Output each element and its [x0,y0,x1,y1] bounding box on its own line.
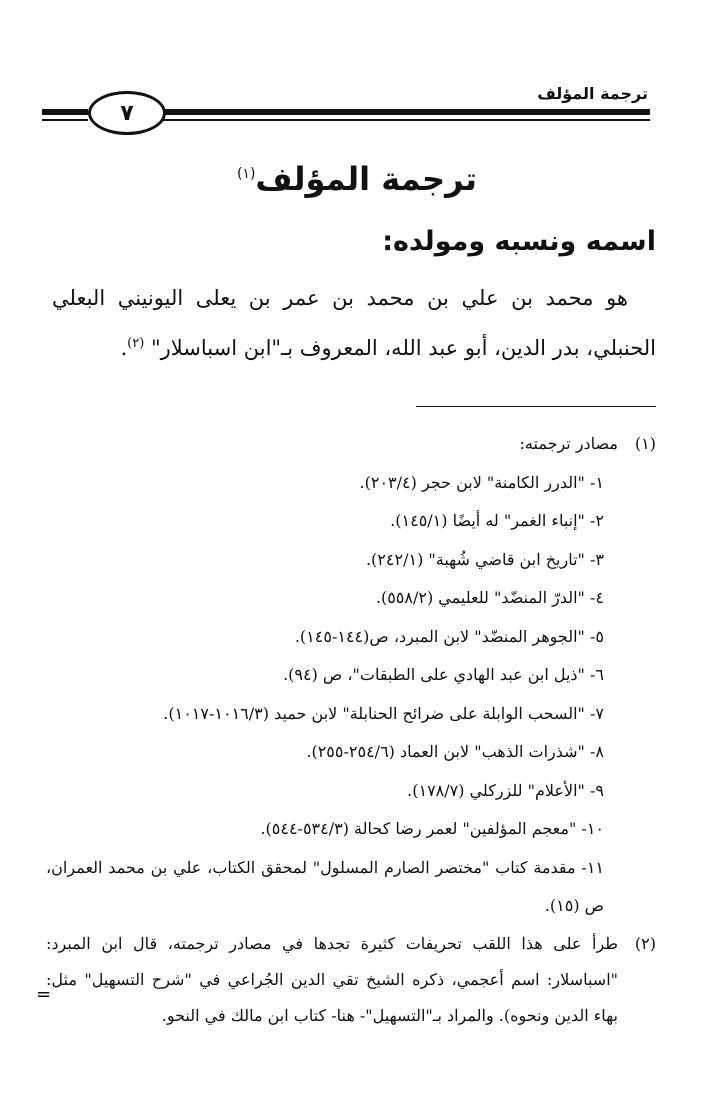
source-item: ١٠- "معجم المؤلفين" لعمر رضا كحالة (٥٣٤/٣-٥٤٤). [260,819,604,838]
page-title [0,160,708,198]
source-item: ١١- مقدمة كتاب "مختصر الصارم المسلول" لمحقق الكتاب، علي بن محمد العمران، ص (١٥). [46,857,604,915]
footnote-1-mark: (١) [634,434,656,453]
page-number-badge [88,91,166,135]
paragraph-text: هو محمد بن علي بن محمد بن عمر بن يعلى اليونيني البعلي الحنبلي، بدر الدين، أبو عبد الله، المعروف بـ"ابن اسباسلار" [52,286,656,360]
source-item: ٧- "السحب الوابلة على ضرائح الحنابلة" لابن حميد (١٠١٦/٣-١٠١٧). [163,703,604,723]
source-item: ٣- "تاريخ ابن قاضي شُهبة" (٢٤٢/١). [365,549,604,569]
header-rule-left-thin [42,119,88,121]
page-title-text: ترجمة المؤلف [255,160,478,198]
running-title: ترجمة المؤلف [537,84,648,103]
footnotes [46,425,656,1034]
source-item: ٨- "شذرات الذهب" لابن العماد (٢٥٤/٦-٢٥٥). [306,742,604,761]
page-number: ٧ [120,100,134,126]
source-item: ٩- "الأعلام" للزركلي (١٧٨/٧). [407,780,604,800]
source-item: ٤- "الدرّ المنضّد" للعليمي (٥٥٨/٢). [375,588,604,607]
biography-paragraph [52,276,656,371]
title-footnote-ref[interactable]: (١) [236,166,256,183]
footnote-2 [46,926,656,1034]
paragraph-end: . [120,336,128,360]
footnote-separator [416,406,656,407]
header-rule-thin [163,119,650,121]
source-item: ٥- "الجوهر المنضّد" لابن المبرد، ص(١٤٤-١٤٥). [294,626,604,646]
footnote-2-text: طرأ على هذا اللقب تحريفات كثيرة تجدها في مصادر ترجمته، قال ابن المبرد: "اسباسلار: اسم أعجمي، ذكره الشيخ تقي الدين الجُراعي في "شرح التسهيل" مثل: بهاء الدين ونحوه). والمراد بـ"التسهيل"- هنا- كتاب ابن مالك في النحو. [46,933,618,1025]
source-item: ٢- "إنباء الغمر" له أيضًا (١٤٥/١). [390,511,604,530]
source-item: ١- "الدرر الكامنة" لابن حجر (٢٠٣/٤). [359,472,604,492]
footnote-2-mark: (٢) [634,933,656,953]
paragraph-footnote-ref[interactable]: (٢) [127,336,145,351]
source-item: ٦- "ذيل ابن عبد الهادي على الطبقات"، ص (٩٤). [283,665,604,684]
header-rule-left-thick [42,109,88,115]
section-heading: اسمه ونسبه ومولده: [382,226,656,257]
footnote-1 [46,425,656,464]
source-list [46,464,656,926]
footnote-1-intro: مصادر ترجمته: [519,434,618,453]
header-rule-thick [163,109,650,115]
continuation-mark: = [36,984,52,1005]
